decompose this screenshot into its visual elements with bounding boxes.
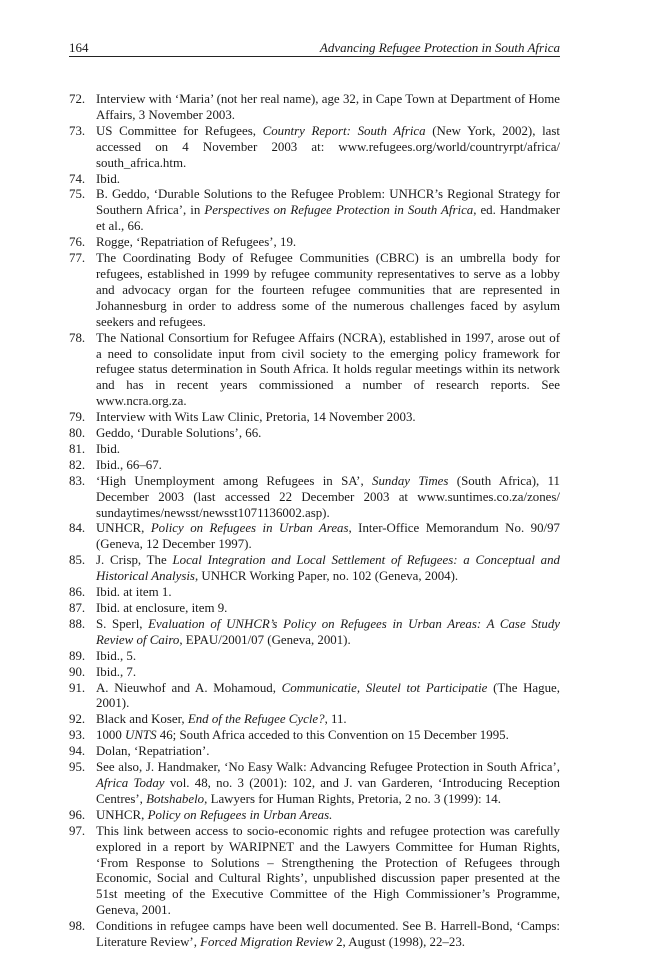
- endnote-italic-text: Communicatie, Sleutel tot Participatie: [281, 680, 488, 695]
- endnote-text: vol. 48, no. 3 (2001): 102, and J. van Garderen, ‘Introducing Reception Centres’,: [96, 775, 560, 806]
- endnote-text: , ed. Handmaker et al., 66.: [96, 203, 560, 234]
- endnote-number: 85.: [69, 553, 86, 568]
- endnote-number: 72.: [69, 92, 86, 106]
- endnote-italic-text: Sunday Times: [372, 473, 449, 488]
- endnote-item: [69, 458, 560, 474]
- endnote-item: [69, 92, 560, 124]
- endnote-item: [69, 410, 560, 426]
- endnote-item: [69, 251, 560, 331]
- endnote-number: 92.: [69, 712, 86, 727]
- endnote-text: UNHCR,: [96, 807, 148, 822]
- endnote-number: 75.: [69, 187, 86, 202]
- endnote-text: Ibid., 66–67.: [96, 457, 162, 472]
- endnote-text: A. Nieuwhof and A. Mohamoud,: [96, 680, 282, 695]
- endnote-text: Interview with Wits Law Clinic, Pretoria, 14 November 2003.: [96, 410, 416, 425]
- endnote-item: [69, 474, 560, 522]
- endnote-italic-text: Country Report: South Africa: [262, 123, 426, 138]
- endnote-number: 78.: [69, 330, 86, 345]
- endnote-italic-text: Local Integration and Local Settlement of Refugees: a Conceptual and Historical Analysis: [96, 553, 560, 584]
- endnote-text: The National Consortium for Refugee Affairs (NCRA), established in 1997, arose out of a need to consolidate input from civil society to the emerging policy framework for refugee status determination in South Africa. It holds regular meetings within its network and has in recent years commissioned a number of research reports. See www.ncra.org.za.: [96, 330, 560, 409]
- endnote-italic-text: Perspectives on Refugee Protection in South Africa: [204, 203, 474, 218]
- endnote-text: Ibid. at item 1.: [96, 585, 172, 600]
- endnote-item: [69, 649, 560, 665]
- endnote-number: 81.: [69, 441, 86, 456]
- endnote-italic-text: Africa Today: [96, 775, 165, 790]
- endnote-item: [69, 426, 560, 442]
- endnote-text: B. Geddo, ‘Durable Solutions to the Refugee Problem: UNHCR’s Regional Strategy for Southern Africa’, in: [96, 187, 560, 218]
- endnote-text: US Committee for Refugees,: [96, 123, 263, 138]
- endnote-number: 80.: [69, 426, 86, 441]
- endnote-number: 77.: [69, 251, 86, 266]
- endnote-number: 73.: [69, 123, 86, 138]
- endnote-text: , 11.: [324, 712, 347, 727]
- endnote-text: (The Hague, 2001).: [96, 680, 560, 711]
- endnote-number: 96.: [69, 807, 86, 822]
- endnote-text: Ibid., 7.: [96, 664, 137, 679]
- endnote-item: [69, 919, 560, 951]
- endnote-item: [69, 521, 560, 553]
- endnote-item: [69, 728, 560, 744]
- endnote-item: [69, 187, 560, 235]
- endnote-text: The Coordinating Body of Refugee Communities (CBRC) is an umbrella body for refugees, established in 1999 by refugee community representatives to serve as a lobby and advocacy organ for the fourteen refugee communities that are represented in Johannesburg in order to address some of the numerous challenges faced by asylum seekers and refugees.: [96, 251, 560, 329]
- endnote-item: [69, 124, 560, 172]
- endnote-number: 74.: [69, 171, 86, 186]
- page-number: 164: [69, 40, 89, 55]
- endnote-item: [69, 617, 560, 649]
- endnote-italic-text: Policy on Refugees in Urban Areas.: [147, 807, 333, 822]
- endnote-number: 86.: [69, 585, 86, 600]
- endnote-number: 83.: [69, 473, 86, 488]
- endnote-item: [69, 553, 560, 585]
- endnote-number: 89.: [69, 648, 86, 663]
- endnote-item: [69, 824, 560, 919]
- endnote-text: (New York, 2002), last accessed on 4 November 2003 at: www.refugees.org/world/countryrpt/africa/ south_africa.htm.: [96, 123, 561, 170]
- endnote-number: 84.: [69, 521, 86, 536]
- endnote-number: 76.: [69, 235, 86, 250]
- endnote-number: 95.: [69, 760, 86, 775]
- endnote-item: [69, 681, 560, 713]
- endnote-text: , EPAU/2001/07 (Geneva, 2001).: [179, 632, 351, 647]
- endnote-item: [69, 172, 560, 188]
- endnote-number: 82.: [69, 457, 86, 472]
- endnote-item: [69, 235, 560, 251]
- endnote-number: 98.: [69, 919, 86, 934]
- endnote-item: [69, 442, 560, 458]
- endnote-text: , Inter-Office Memorandum No. 90/97 (Geneva, 12 December 1997).: [96, 521, 560, 552]
- endnote-number: 87.: [69, 601, 86, 615]
- endnote-text: , UNHCR Working Paper, no. 102 (Geneva, 2004).: [194, 569, 459, 584]
- running-header: [69, 38, 560, 57]
- endnote-item: [69, 665, 560, 681]
- endnote-text: Ibid.: [96, 171, 120, 186]
- endnote-item: [69, 808, 560, 824]
- endnote-text: This link between access to socio-economic rights and refugee protection was carefully explored in a report by WARIPNET and the Lawyers Committee for Human Rights, ‘From Response to Solutions – Strengthening the Protection of Refugees through Economic, Social and Cultural Rights’, unpublished discussion paper presented at the 51st meeting of the Executive Committee of the High Commissioner’s Programme, Geneva, 2001.: [96, 823, 560, 918]
- endnote-text: 46; South Africa acceded to this Convention on 15 December 1995.: [156, 728, 509, 743]
- endnote-number: 79.: [69, 410, 86, 425]
- endnote-italic-text: Botshabelo: [146, 791, 205, 806]
- endnote-number: 90.: [69, 664, 86, 679]
- endnote-number: 93.: [69, 728, 86, 743]
- endnote-text: J. Crisp, The: [96, 553, 173, 568]
- running-title: Advancing Refugee Protection in South Africa: [319, 40, 560, 55]
- endnote-text: (South Africa), 11 December 2003 (last accessed 22 December 2003 at www.suntimes.co.za/zones/ sundaytimes/newsst/newsst1071136002.asp).: [96, 473, 560, 520]
- endnote-text: Interview with ‘Maria’ (not her real name), age 32, in Cape Town at Department of Home Affairs, 3 November 2003.: [96, 92, 560, 122]
- endnote-text: UNHCR,: [96, 521, 151, 536]
- endnote-item: [69, 760, 560, 808]
- endnote-text: Ibid., 5.: [96, 648, 137, 663]
- endnote-text: Conditions in refugee camps have been well documented. See B. Harrell-Bond, ‘Camps: Literature Review’,: [96, 919, 560, 950]
- endnote-italic-text: End of the Refugee Cycle?: [187, 712, 325, 727]
- endnote-number: 94.: [69, 744, 86, 759]
- endnote-text: Ibid.: [96, 441, 120, 456]
- endnote-text: Ibid. at enclosure, item 9.: [96, 601, 228, 615]
- endnote-text: 2, August (1998), 22–23.: [332, 935, 465, 950]
- endnote-item: [69, 744, 560, 760]
- endnote-item: [69, 331, 560, 411]
- endnote-text: Dolan, ‘Repatriation’.: [96, 744, 210, 759]
- endnote-text: Geddo, ‘Durable Solutions’, 66.: [96, 426, 262, 441]
- endnote-italic-text: Policy on Refugees in Urban Areas: [150, 521, 349, 536]
- endnote-text: ‘High Unemployment among Refugees in SA’,: [96, 473, 373, 488]
- endnotes-list: [69, 92, 560, 951]
- endnote-text: Black and Koser,: [96, 712, 188, 727]
- endnote-number: 97.: [69, 823, 86, 838]
- endnote-italic-text: UNTS: [125, 728, 157, 743]
- endnote-text: See also, J. Handmaker, ‘No Easy Walk: Advancing Refugee Protection in South Africa’,: [96, 760, 560, 775]
- endnote-item: [69, 712, 560, 728]
- endnote-italic-text: Forced Migration Review: [200, 935, 333, 950]
- endnote-number: 88.: [69, 616, 86, 631]
- endnote-item: [69, 585, 560, 601]
- endnote-item: [69, 601, 560, 617]
- endnote-text: 1000: [96, 728, 126, 743]
- endnote-number: 91.: [69, 680, 86, 695]
- endnote-text: , Lawyers for Human Rights, Pretoria, 2 no. 3 (1999): 14.: [204, 791, 501, 806]
- endnote-text: S. Sperl,: [96, 616, 149, 631]
- endnote-text: Rogge, ‘Repatriation of Refugees’, 19.: [96, 235, 297, 250]
- endnote-italic-text: Evaluation of UNHCR’s Policy on Refugees in Urban Areas: A Case Study Review of Cairo: [96, 616, 560, 647]
